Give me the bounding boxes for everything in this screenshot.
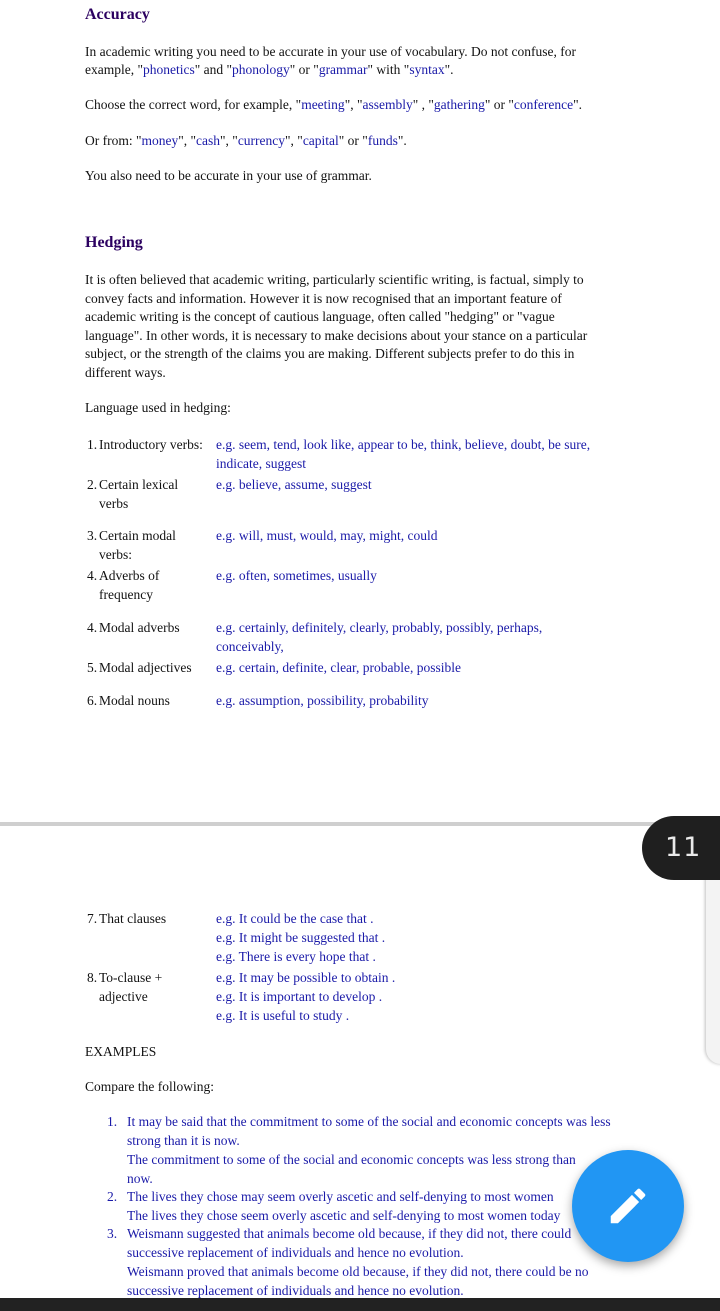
edit-button[interactable] (572, 1150, 684, 1262)
word-grammar: grammar (318, 62, 368, 77)
word-conference: conference (513, 97, 574, 112)
bottom-bar (0, 1298, 720, 1311)
accuracy-paragraph-3: Or from: "money", "cash", "currency", "capital" or "funds". (85, 133, 407, 148)
word-syntax: syntax (409, 62, 445, 77)
word-meeting: meeting (301, 97, 345, 112)
accuracy-paragraph-4: You also need to be accurate in your use of grammar. (85, 168, 372, 183)
word-cash: cash (196, 133, 221, 148)
accuracy-paragraph-1-line-2: example, "phonetics" and "phonology" or "grammar" with "syntax". (85, 62, 454, 77)
hedging-intro: Language used in hedging: (85, 400, 231, 415)
accuracy-heading: Accuracy (85, 6, 150, 23)
accuracy-paragraph-1-line-1: In academic writing you need to be accurate in your use of vocabulary. Do not confuse, for (85, 44, 576, 59)
document-page-2: 7. That clauses e.g. It could be the case that . e.g. It might be suggested that . e.g. There is every hope that . 8. To-clause + adjective e.g. It may be possible to obtain . e.g. It is important to develop . e.g. It is useful to study . EXAMPLES Compare the following: 1. It may be said that the commitment to some of the social and economic concepts was less strong than it is now. The commitment to some of the social and economic concepts was less strong than now. 2. The lives they chose may seem overly ascetic and self-denying to most women The lives they chose seem overly ascetic and self-denying to most women today 3. Weismann suggested that animals become old because, if they did not, there could successive replacement of individuals and hence no evolution. Weismann proved that animals become old because, if they did not, there could be no successive replacement of individuals and hence no evolution. (0, 826, 720, 1300)
word-funds: funds (367, 133, 398, 148)
compare-text: Compare the following: (85, 1079, 214, 1094)
scroll-handle[interactable] (706, 852, 720, 1064)
hedging-paragraph: It is often believed that academic writing, particularly scientific writing, is factual, simply to convey facts and information. However it is now recognised that an important feature of academic writing is the concept of cautious language, often called "hedging" or "vague language". In other words, it is necessary to make decisions about your stance on a particular subject, or the strength of the claims you are making. Different subjects prefer to do this in different ways. (85, 272, 588, 380)
word-money: money (141, 133, 179, 148)
word-phonology: phonology (232, 62, 290, 77)
examples-heading: EXAMPLES (85, 1044, 157, 1059)
word-capital: capital (302, 133, 339, 148)
page-number-badge: 11 (642, 816, 720, 880)
document-page-1: Accuracy In academic writing you need to be accurate in your use of vocabulary. Do not confuse, for example, "phonetics" and "phonology" or "grammar" with "syntax". Choose the correct word, for example, "meeting", "assembly" , "gathering" or "conference". Or from: "money", "cash", "currency", "capital" or "funds". You also need to be accurate in your use of grammar. Hedging It is often believed that academic writing, particularly scientific writing, is factual, simply to convey facts and information. However it is now recognised that an important feature of academic writing is the concept of cautious language, often called "hedging" or "vague language". In other words, it is necessary to make decisions about your stance on a particular subject, or the strength of the claims you are making. Different subjects prefer to do this in different ways. Language used in hedging: 1. Introductory verbs: e.g. seem, tend, look like, appear to be, think, believe, doubt, be sure, indicate, suggest 2. Certain lexical verbs e.g. believe, assume, suggest 3. Certain modal verbs: e.g. will, must, would, may, might, could 4. Adverbs of frequency e.g. often, sometimes, usually 4. Modal adverbs e.g. certainly, definitely, clearly, probably, possibly, perhaps, conceivably, 5. Modal adjectives e.g. certain, definite, clear, probable, possible 6. Modal nouns e.g. assumption, possibility, probability (0, 0, 720, 822)
hedging-heading: Hedging (85, 234, 143, 251)
pencil-icon (605, 1183, 651, 1229)
word-gathering: gathering (433, 97, 485, 112)
word-assembly: assembly (362, 97, 413, 112)
word-phonetics: phonetics (143, 62, 195, 77)
word-currency: currency (237, 133, 286, 148)
accuracy-paragraph-2: Choose the correct word, for example, "meeting", "assembly" , "gathering" or "conference". (85, 97, 582, 112)
